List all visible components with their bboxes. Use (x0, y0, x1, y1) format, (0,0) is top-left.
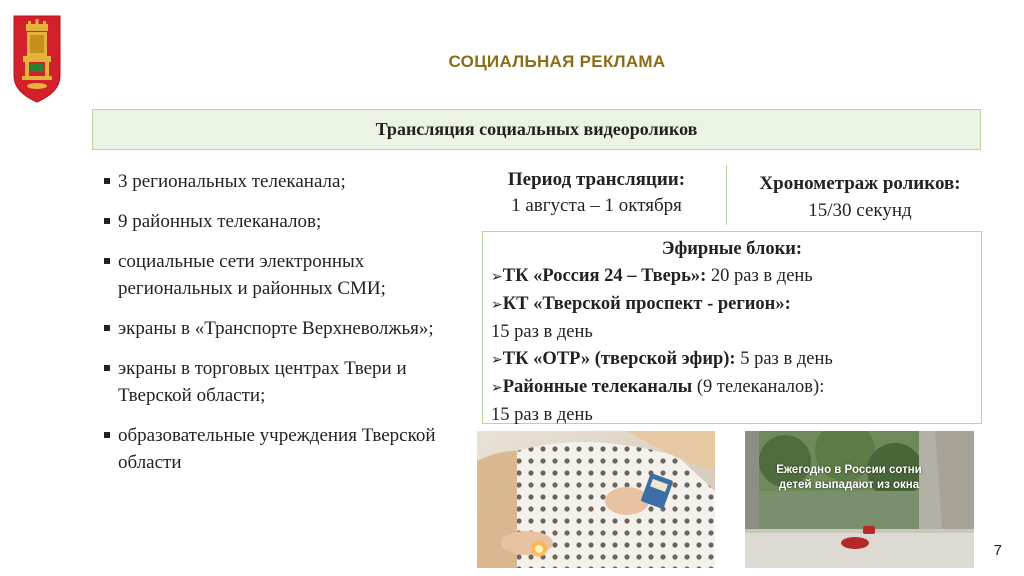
bullet-square-icon (104, 258, 110, 264)
page-number: 7 (993, 542, 1002, 559)
bullet-square-icon (104, 178, 110, 184)
air-block-name: ТК «ОТР» (тверской эфир): (502, 349, 736, 369)
list-item-text: экраны в торговых центрах Твери и Тверской области; (118, 358, 407, 406)
arrow-bullet-icon: ➢ (491, 380, 503, 396)
photo-child-with-matches (477, 431, 715, 568)
list-item-text: социальные сети электронных региональных и районных СМИ; (118, 251, 386, 299)
video-duration (732, 170, 988, 224)
arrow-bullet-icon: ➢ (491, 352, 503, 368)
divider (726, 165, 727, 225)
air-block-item (491, 374, 973, 402)
air-block-name: КТ «Тверской проспект - регион»: (502, 294, 791, 314)
bullet-square-icon (104, 218, 110, 224)
air-block-detail: (9 телеканалов): (692, 377, 825, 397)
list-item-text: экраны в «Транспорте Верхневолжья»; (118, 318, 434, 339)
list-item-text: 3 региональных телеканала; (118, 171, 346, 192)
list-item (102, 355, 462, 409)
air-block-name: Районные телеканалы (502, 377, 693, 397)
list-item (102, 208, 462, 235)
section-heading-bar (92, 109, 981, 150)
slide-title: СОЦИАЛЬНАЯ РЕКЛАМА (448, 52, 666, 71)
broadcast-period (484, 167, 709, 219)
section-heading: Трансляция социальных видеороликов (375, 119, 698, 139)
list-item-text: 9 районных телеканалов; (118, 211, 322, 232)
air-block-item (491, 263, 973, 291)
list-item (102, 315, 462, 342)
air-block-item (491, 346, 973, 374)
bullet-square-icon (104, 325, 110, 331)
arrow-bullet-icon: ➢ (491, 269, 503, 285)
list-item (102, 248, 462, 302)
channels-list (102, 168, 462, 489)
air-block-detail: 20 раз в день (706, 266, 813, 286)
list-item (102, 168, 462, 195)
list-item (102, 422, 462, 476)
list-item-text: образовательные учреждения Тверской области (118, 425, 436, 473)
air-block-detail: 5 раз в день (735, 349, 833, 369)
period-label: Период трансляции: (507, 169, 686, 190)
air-block-item (491, 291, 973, 319)
photo-caption: Ежегодно в России сотни детей выпадают из окна (776, 464, 922, 491)
air-blocks-box (482, 231, 982, 424)
photo-open-window (745, 431, 974, 568)
air-block-detail-line: 15 раз в день (491, 405, 593, 425)
bullet-square-icon (104, 365, 110, 371)
air-block-name: ТК «Россия 24 – Тверь»: (502, 266, 707, 286)
arrow-bullet-icon: ➢ (491, 297, 503, 313)
bullet-square-icon (104, 432, 110, 438)
air-blocks-heading: Эфирные блоки: (661, 239, 803, 259)
period-value: 1 августа – 1 октября (511, 195, 682, 216)
duration-label: Хронометраж роликов: (759, 173, 961, 194)
duration-value: 15/30 секунд (808, 200, 912, 221)
air-block-detail-line: 15 раз в день (491, 322, 593, 342)
